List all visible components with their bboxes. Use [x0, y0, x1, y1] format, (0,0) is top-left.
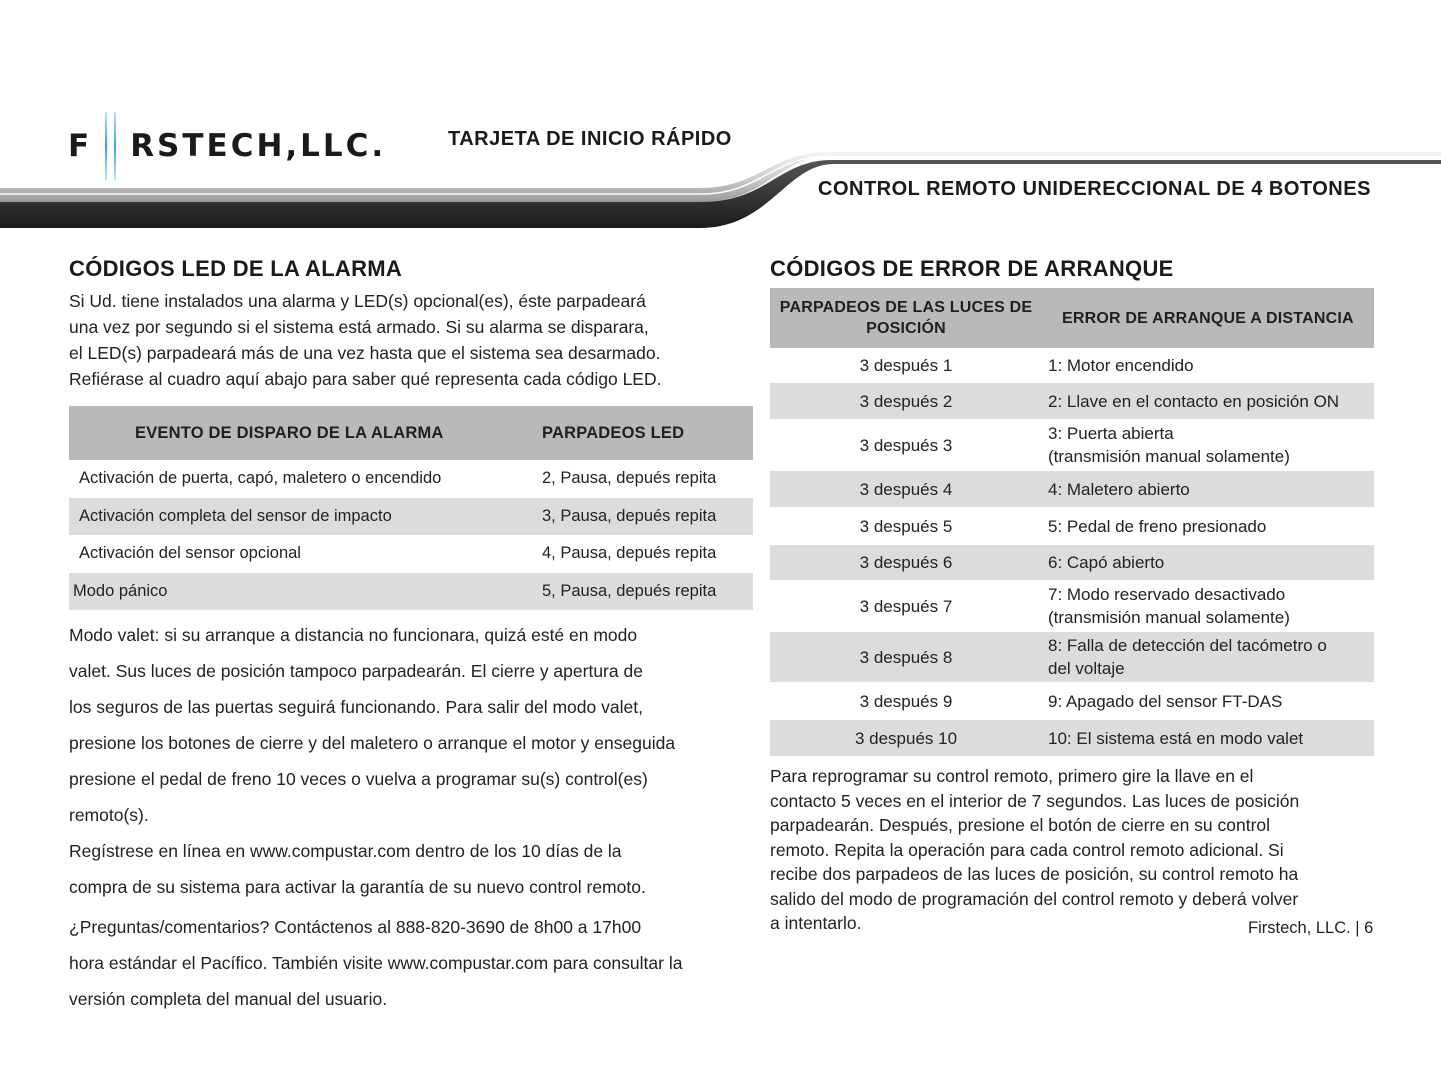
table-header-row	[770, 288, 1374, 348]
questions-line: hora estándar el Pacífico. También visite www.compustar.com para consultar la	[69, 953, 683, 973]
valet-line: remoto(s).	[69, 805, 149, 825]
error-cell	[1042, 348, 1374, 383]
event-cell: Activación completa del sensor de impacto	[69, 498, 542, 536]
flash-cell: 3 después 5	[859, 516, 953, 536]
event-cell: Activación del sensor opcional	[79, 544, 301, 563]
table-row	[770, 419, 1374, 471]
error-text: 6: Capó abierto	[1048, 553, 1165, 572]
questions-paragraph	[69, 914, 753, 1012]
error-text: 1: Motor encendido	[1048, 356, 1194, 375]
intro-line: una vez por segundo si el sistema está armado. Si su alarma se disparara,	[69, 317, 649, 337]
error-text: 7: Modo reservado desactivado	[1048, 585, 1286, 604]
table-row	[770, 545, 1374, 580]
column-header-led: PARPADEOS LED	[542, 406, 753, 460]
logo-slash-icon	[96, 126, 126, 166]
error-note: del voltaje	[1048, 659, 1125, 678]
reprogram-line: remoto. Repita la operación para cada control remoto adicional. Si	[770, 839, 1284, 860]
error-text: 8: Falla de detección del tacómetro o	[1048, 636, 1327, 655]
alarm-led-table	[69, 406, 753, 610]
page-number: Firstech, LLC. | 6	[1248, 919, 1374, 937]
flash-cell: 3 después 7	[859, 596, 953, 616]
flash-cell: 3 después 3	[859, 435, 953, 455]
firstech-logo	[68, 126, 386, 166]
table-row	[770, 383, 1374, 419]
led-cell: 5, Pausa, depués repita	[542, 573, 753, 611]
alarm-led-heading: CÓDIGOS LED DE LA ALARMA	[69, 256, 403, 281]
flash-cell: 3 después 10	[770, 720, 1042, 756]
flash-cell: 3 después 2	[770, 383, 1042, 419]
table-row	[69, 498, 753, 536]
error-cell	[1042, 507, 1374, 545]
table-header-row	[69, 406, 753, 460]
error-text: 2: Llave en el contacto en posición ON	[1048, 391, 1340, 411]
left-body-text	[69, 622, 753, 1012]
header-line: POSICIÓN	[866, 320, 946, 337]
right-column	[770, 256, 1374, 936]
led-cell: 3, Pausa, depués repita	[542, 498, 753, 536]
valet-line: los seguros de las puertas seguirá funcionando. Para salir del modo valet,	[69, 697, 643, 717]
valet-paragraph	[69, 622, 753, 828]
left-column	[69, 256, 753, 1012]
error-text: 3: Puerta abierta	[1048, 424, 1174, 443]
error-text: 5: Pedal de freno presionado	[1048, 516, 1267, 536]
column-header-event: EVENTO DE DISPARO DE LA ALARMA	[69, 406, 542, 460]
reprogram-line: contacto 5 veces en el interior de 7 segundos. Las luces de posición	[770, 790, 1300, 811]
card-subtitle: CONTROL REMOTO UNIDERECCIONAL DE 4 BOTONES	[818, 178, 1371, 200]
error-note: (transmisión manual solamente)	[1048, 447, 1290, 466]
reprogram-line: Para reprogramar su control remoto, primero gire la llave en el	[770, 766, 1254, 786]
flash-cell: 3 después 1	[859, 356, 953, 375]
valet-line: valet. Sus luces de posición tampoco parpadearán. El cierre y apertura de	[69, 661, 643, 681]
table-row	[69, 573, 753, 611]
error-cell	[1042, 720, 1374, 756]
valet-line: Modo valet: si su arranque a distancia no funcionara, quizá esté en modo	[69, 625, 638, 645]
error-text: 10: El sistema está en modo valet	[1048, 728, 1304, 748]
error-cell	[1042, 471, 1374, 507]
led-cell: 2, Pausa, depués repita	[542, 469, 717, 488]
error-note: (transmisión manual solamente)	[1048, 608, 1290, 627]
table-row	[770, 632, 1374, 682]
start-error-heading: CÓDIGOS DE ERROR DE ARRANQUE	[770, 256, 1174, 281]
alarm-intro	[69, 288, 753, 392]
table-row	[770, 348, 1374, 383]
reprogram-line: a intentarlo.	[770, 913, 862, 933]
table-row	[770, 507, 1374, 545]
intro-line: Refiérase al cuadro aquí abajo para saber qué representa cada código LED.	[69, 369, 662, 389]
reprogram-paragraph	[770, 764, 1374, 936]
error-text: 4: Maletero abierto	[1048, 479, 1190, 499]
intro-line: el LED(s) parpadeará más de una vez hasta que el sistema sea desarmado.	[69, 343, 661, 363]
questions-line: versión completa del manual del usuario.	[69, 989, 388, 1009]
register-line: Regístrese en línea en www.compustar.com dentro de los 10 días de la	[69, 841, 622, 861]
flash-cell: 3 después 9	[859, 691, 953, 711]
start-error-table	[770, 288, 1374, 756]
table-row	[770, 720, 1374, 756]
flash-cell: 3 después 8	[770, 632, 1042, 682]
logo-letter-f: F	[68, 128, 93, 164]
table-row	[770, 580, 1374, 632]
event-cell: Activación de puerta, capó, maletero o encendido	[79, 469, 442, 488]
error-cell	[1042, 580, 1374, 632]
flash-cell: 3 después 4	[770, 471, 1042, 507]
error-cell	[1042, 632, 1374, 682]
register-line: compra de su sistema para activar la garantía de su nuevo control remoto.	[69, 877, 646, 897]
questions-line: ¿Preguntas/comentarios? Contáctenos al 888-820-3690 de 8h00 a 17h00	[69, 917, 642, 937]
flash-cell: 3 después 6	[770, 545, 1042, 580]
logo-wordmark: RSTECH,LLC.	[130, 128, 387, 164]
header-line: PARPADEOS DE LAS LUCES DE	[779, 299, 1033, 316]
table-row	[770, 471, 1374, 507]
valet-line: presione el pedal de freno 10 veces o vuelva a programar su(s) control(es)	[69, 769, 648, 789]
table-row	[69, 535, 753, 573]
reprogram-line: parpadearán. Después, presione el botón de cierre en su control	[770, 815, 1271, 835]
table-row	[770, 682, 1374, 720]
card-title: TARJETA DE INICIO RÁPIDO	[448, 128, 732, 150]
event-cell: Modo pánico	[69, 573, 542, 611]
error-cell	[1042, 383, 1374, 419]
column-header-error: ERROR DE ARRANQUE A DISTANCIA	[1042, 288, 1374, 348]
column-header-flashes	[770, 288, 1042, 348]
led-cell: 4, Pausa, depués repita	[542, 544, 717, 563]
register-paragraph	[69, 838, 753, 900]
error-cell	[1042, 682, 1374, 720]
valet-line: presione los botones de cierre y del maletero o arranque el motor y enseguida	[69, 733, 676, 753]
reprogram-line: recibe dos parpadeos de las luces de posición, su control remoto ha	[770, 864, 1299, 884]
error-text: 9: Apagado del sensor FT-DAS	[1048, 691, 1283, 711]
error-cell	[1042, 545, 1374, 580]
reprogram-line: salido del modo de programación del control remoto y deberá volver	[770, 888, 1299, 909]
error-cell	[1042, 419, 1374, 471]
table-row	[69, 460, 753, 498]
intro-line: Si Ud. tiene instalados una alarma y LED(s) opcional(es), éste parpadeará	[69, 291, 646, 311]
